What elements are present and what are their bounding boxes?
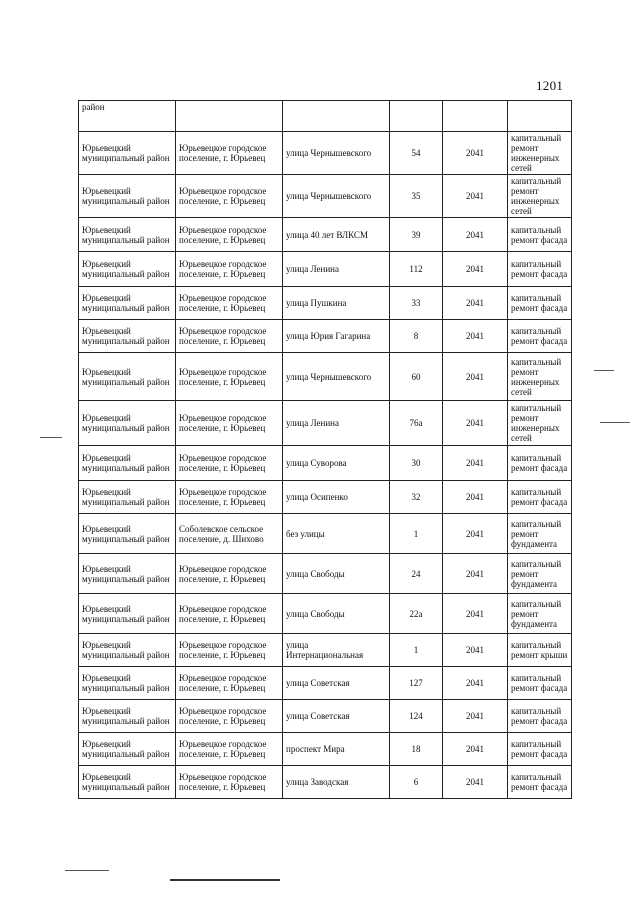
district-cell: Юрьевецкий муниципальный район — [79, 446, 176, 481]
scan-mark — [170, 879, 280, 881]
house-cell: 30 — [390, 446, 443, 481]
year-cell: 2041 — [443, 700, 508, 733]
settlement-cell: Юрьевецкое городское поселение, г. Юрьевец — [176, 554, 283, 594]
year-cell: 2041 — [443, 481, 508, 514]
work-cell — [508, 101, 572, 132]
settlement-cell: Юрьевецкое городское поселение, г. Юрьевец — [176, 353, 283, 401]
table-row — [79, 634, 572, 667]
settlement-cell: Юрьевецкое городское поселение, г. Юрьевец — [176, 594, 283, 634]
table-row — [79, 175, 572, 218]
table-row — [79, 766, 572, 799]
settlement-cell: Юрьевецкое городское поселение, г. Юрьевец — [176, 481, 283, 514]
street-cell: улица Свободы — [283, 554, 390, 594]
year-cell: 2041 — [443, 554, 508, 594]
district-cell: Юрьевецкий муниципальный район — [79, 634, 176, 667]
work-cell: капитальный ремонт инженерных сетей — [508, 132, 572, 175]
year-cell — [443, 101, 508, 132]
work-cell: капитальный ремонт фасада — [508, 218, 572, 252]
house-cell: 6 — [390, 766, 443, 799]
work-cell: капитальный ремонт фундамента — [508, 594, 572, 634]
work-cell: капитальный ремонт фасада — [508, 700, 572, 733]
district-cell: Юрьевецкий муниципальный район — [79, 667, 176, 700]
settlement-cell — [176, 101, 283, 132]
year-cell: 2041 — [443, 132, 508, 175]
district-cell: Юрьевецкий муниципальный район — [79, 481, 176, 514]
work-cell: капитальный ремонт фасада — [508, 287, 572, 320]
scan-mark — [40, 437, 62, 438]
continuation-row — [79, 101, 572, 132]
settlement-cell: Юрьевецкое городское поселение, г. Юрьевец — [176, 700, 283, 733]
year-cell: 2041 — [443, 287, 508, 320]
settlement-cell: Юрьевецкое городское поселение, г. Юрьевец — [176, 401, 283, 446]
scan-mark — [600, 422, 630, 423]
house-cell: 76а — [390, 401, 443, 446]
work-cell: капитальный ремонт инженерных сетей — [508, 175, 572, 218]
work-cell: капитальный ремонт фасада — [508, 252, 572, 287]
street-cell: улица Чернышевского — [283, 353, 390, 401]
work-cell: капитальный ремонт инженерных сетей — [508, 401, 572, 446]
district-cell: район — [79, 101, 176, 132]
work-cell: капитальный ремонт крыши — [508, 634, 572, 667]
year-cell: 2041 — [443, 320, 508, 353]
house-cell: 1 — [390, 634, 443, 667]
table-row — [79, 667, 572, 700]
year-cell: 2041 — [443, 766, 508, 799]
district-cell: Юрьевецкий муниципальный район — [79, 514, 176, 554]
settlement-cell: Юрьевецкое городское поселение, г. Юрьевец — [176, 667, 283, 700]
house-cell: 33 — [390, 287, 443, 320]
work-cell: капитальный ремонт фасада — [508, 733, 572, 766]
district-cell: Юрьевецкий муниципальный район — [79, 554, 176, 594]
table-row — [79, 554, 572, 594]
house-cell: 24 — [390, 554, 443, 594]
house-cell: 112 — [390, 252, 443, 287]
scan-mark — [65, 870, 109, 871]
district-cell: Юрьевецкий муниципальный район — [79, 175, 176, 218]
table-row — [79, 594, 572, 634]
work-cell: капитальный ремонт фасада — [508, 481, 572, 514]
settlement-cell: Юрьевецкое городское поселение, г. Юрьевец — [176, 218, 283, 252]
street-cell: улица Пушкина — [283, 287, 390, 320]
house-cell: 18 — [390, 733, 443, 766]
street-cell: улица Заводская — [283, 766, 390, 799]
year-cell: 2041 — [443, 634, 508, 667]
year-cell: 2041 — [443, 252, 508, 287]
house-cell: 60 — [390, 353, 443, 401]
year-cell: 2041 — [443, 514, 508, 554]
work-cell: капитальный ремонт инженерных сетей — [508, 353, 572, 401]
year-cell: 2041 — [443, 218, 508, 252]
district-cell: Юрьевецкий муниципальный район — [79, 132, 176, 175]
street-cell: улица Свободы — [283, 594, 390, 634]
table-row — [79, 287, 572, 320]
settlement-cell: Юрьевецкое городское поселение, г. Юрьевец — [176, 320, 283, 353]
settlement-cell: Юрьевецкое городское поселение, г. Юрьевец — [176, 766, 283, 799]
house-cell: 22а — [390, 594, 443, 634]
district-cell: Юрьевецкий муниципальный район — [79, 733, 176, 766]
house-cell: 8 — [390, 320, 443, 353]
year-cell: 2041 — [443, 446, 508, 481]
table-body — [79, 101, 572, 799]
street-cell: улица Чернышевского — [283, 132, 390, 175]
street-cell: улица Ленина — [283, 401, 390, 446]
district-cell: Юрьевецкий муниципальный район — [79, 320, 176, 353]
work-cell: капитальный ремонт фасада — [508, 320, 572, 353]
work-cell: капитальный ремонт фундамента — [508, 554, 572, 594]
street-cell: без улицы — [283, 514, 390, 554]
district-cell: Юрьевецкий муниципальный район — [79, 594, 176, 634]
settlement-cell: Юрьевецкое городское поселение, г. Юрьевец — [176, 175, 283, 218]
work-cell: капитальный ремонт фасада — [508, 766, 572, 799]
district-cell: Юрьевецкий муниципальный район — [79, 252, 176, 287]
street-cell — [283, 101, 390, 132]
district-cell: Юрьевецкий муниципальный район — [79, 766, 176, 799]
table-row — [79, 700, 572, 733]
table-row — [79, 514, 572, 554]
work-cell: капитальный ремонт фасада — [508, 667, 572, 700]
table-row — [79, 252, 572, 287]
street-cell: улица Чернышевского — [283, 175, 390, 218]
settlement-cell: Юрьевецкое городское поселение, г. Юрьевец — [176, 634, 283, 667]
street-cell: проспект Мира — [283, 733, 390, 766]
table-row — [79, 320, 572, 353]
page-number: 1201 — [536, 78, 564, 93]
repair-register-table — [78, 100, 572, 799]
district-cell: Юрьевецкий муниципальный район — [79, 353, 176, 401]
table-row — [79, 481, 572, 514]
house-cell: 124 — [390, 700, 443, 733]
table-row — [79, 218, 572, 252]
year-cell: 2041 — [443, 401, 508, 446]
year-cell: 2041 — [443, 594, 508, 634]
district-cell: Юрьевецкий муниципальный район — [79, 401, 176, 446]
street-cell: улица Юрия Гагарина — [283, 320, 390, 353]
house-cell: 35 — [390, 175, 443, 218]
work-cell: капитальный ремонт фундамента — [508, 514, 572, 554]
house-cell: 54 — [390, 132, 443, 175]
house-cell: 1 — [390, 514, 443, 554]
district-cell: Юрьевецкий муниципальный район — [79, 700, 176, 733]
street-cell: улица 40 лет ВЛКСМ — [283, 218, 390, 252]
settlement-cell: Юрьевецкое городское поселение, г. Юрьевец — [176, 446, 283, 481]
table-row — [79, 446, 572, 481]
house-cell — [390, 101, 443, 132]
house-cell: 39 — [390, 218, 443, 252]
table-row — [79, 132, 572, 175]
settlement-cell: Соболевское сельское поселение, д. Шихово — [176, 514, 283, 554]
street-cell: улица Осипенко — [283, 481, 390, 514]
year-cell: 2041 — [443, 353, 508, 401]
settlement-cell: Юрьевецкое городское поселение, г. Юрьевец — [176, 733, 283, 766]
work-cell: капитальный ремонт фасада — [508, 446, 572, 481]
street-cell: улица Ленина — [283, 252, 390, 287]
district-cell: Юрьевецкий муниципальный район — [79, 287, 176, 320]
settlement-cell: Юрьевецкое городское поселение, г. Юрьевец — [176, 252, 283, 287]
district-cell: Юрьевецкий муниципальный район — [79, 218, 176, 252]
table-row — [79, 353, 572, 401]
scan-mark — [594, 370, 614, 371]
house-cell: 32 — [390, 481, 443, 514]
table-row — [79, 733, 572, 766]
house-cell: 127 — [390, 667, 443, 700]
street-cell: улица Советская — [283, 700, 390, 733]
settlement-cell: Юрьевецкое городское поселение, г. Юрьевец — [176, 287, 283, 320]
table-row — [79, 401, 572, 446]
year-cell: 2041 — [443, 667, 508, 700]
settlement-cell: Юрьевецкое городское поселение, г. Юрьевец — [176, 132, 283, 175]
year-cell: 2041 — [443, 733, 508, 766]
street-cell: улица Интернациональная — [283, 634, 390, 667]
street-cell: улица Советская — [283, 667, 390, 700]
year-cell: 2041 — [443, 175, 508, 218]
street-cell: улица Суворова — [283, 446, 390, 481]
